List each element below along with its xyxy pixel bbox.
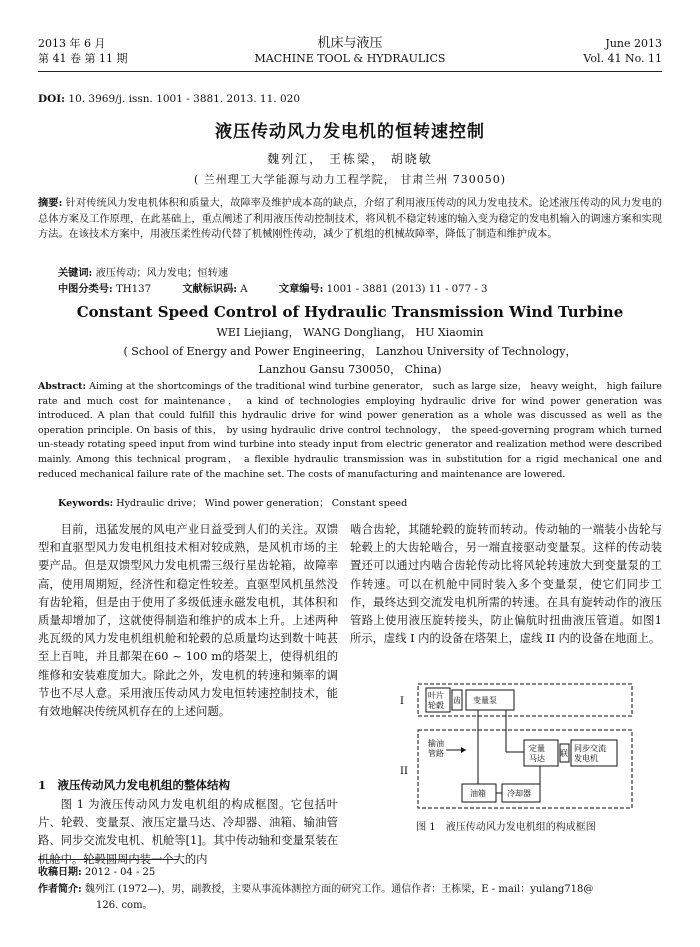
- authors-cn: 魏列江， 王栋梁， 胡晓敏: [267, 152, 433, 166]
- received-date: 2012 - 04 - 25: [81, 867, 156, 878]
- doc-code-value: A: [237, 284, 248, 295]
- received-label: 收稿日期:: [38, 867, 82, 878]
- header-rule: [38, 71, 662, 72]
- keywords-en: [58, 495, 407, 509]
- region-I-label: I: [400, 696, 404, 707]
- generator-label-line1: 同步交流: [574, 744, 606, 753]
- abstract-text-en: Aiming at the shortcomings of the traditional wind turbine generator， such as large size， heavy weight， high failure rate and much cost for maintenance， a kind of technologies employing hydraulic drive for wind power generation was introduced. A plan that could fulfill this hydraulic drive for wind power generation as a whole was discussed as well as the operation principle. On basis of this， by using hydraulic drive control technology， the speed-governing program which turned un-steady rotating speed input from wind turbine into steady input from electric generator and realization method were described mainly. Among this technical program， a flexible hydraulic transmission was in substitution for a rigid mechanical one and reduced mechanical failure rate of the machine set. The costs of manufacturing and maintenance are lowered.: [38, 381, 662, 480]
- motor-label-line2: 马达: [529, 754, 545, 763]
- cooler-label: 冷却器: [507, 789, 531, 798]
- figure-1-diagram: [398, 672, 638, 812]
- blade-label: 叶片: [428, 691, 444, 700]
- abstract-cn: [38, 196, 662, 243]
- doi-line: [38, 93, 300, 105]
- keywords-label-en: Keywords:: [58, 498, 114, 509]
- paper-title-en: Constant Speed Control of Hydraulic Transmission Wind Turbine: [76, 303, 624, 321]
- abstract-text-cn: 针对传统风力发电机体积和质量大，故障率及维护成本高的缺点，介绍了利用液压传动的风力发电技术。论述液压传动的风力发电的总体方案及工作原理，在此基础上，重点阐述了利用液压传动控制技术，将风机不稳定转速的输入变为稳定的发电机输入的调速方案和实现方法。在该技术方案中，用液压柔性传动代替了机械刚性传动，减少了机组的机械故障率，降低了制造和维护成本。: [38, 198, 662, 241]
- footnote-author-cont: 126. com。: [96, 900, 153, 911]
- header-date-en: June 2013: [605, 37, 662, 50]
- affiliation-cn: ( 兰州理工大学能源与动力工程学院， 甘肃兰州 730050): [193, 173, 507, 186]
- clc-value: TH137: [112, 284, 152, 295]
- body-paragraph-2: 图 1 为液压传动风力发电机组的构成框图。它包括叶片、轮毂、变量泵、液压定量马达、冷却器、油箱、输油管路、同步交流发电机、机舱等[1]。其中传动轴和变量泵装在机舱中。轮毂圆周内装一个大的内: [38, 798, 338, 866]
- body-paragraph-3: 啮合齿轮，其随轮毂的旋转而转动。传动轴的一端装小齿轮与轮毂上的大齿轮啮合，另一端直接驱动变量泵。这样的传动装置还可以通过内啮合齿轮传动比将风轮转速放大到变量泵的工作转速。可以在机舱中同时装入多个变量泵，使它们同步工作，最终达到交流发电机所需的转速。在具有旋转动作的液压管路上使用液压旋转接头，防止偏航时扭曲液压管道。如图1所示，虚线 I 内的设备在塔架上，虚线 II 内的设备在地面上。: [350, 523, 662, 646]
- pipe-arrowhead: [461, 747, 466, 753]
- article-no-label: 文章编号:: [278, 283, 324, 295]
- body-paragraph-1: 目前，迅猛发展的风电产业日益受到人们的关注。双馈型和直驱型风力发电机组技术相对较成熟，是风机市场的主要产品。但是双馈型风力发电机需三级行星齿轮箱，故障率高，使用周期短，经济性和稳定性较差。直驱型风机虽然没有齿轮箱，但是由于使用了多级低速永磁发电机，其体积和质量却增加了，这就使得制造和维护的成本上升。上述两种兆瓦级的风力发电机组机舱和轮毂的总质量均达到数十吨甚至上百吨，并且都架在60 ~ 100 m的塔架上，使得机组的维修和安装难度加大。除此之外，发电机的转速和频率的调节也不尽人意。采用液压传动风力发电恒转速控制技术，能有效地解决传统风机存在的上述问题。: [38, 523, 338, 719]
- author-bio-label: 作者简介:: [38, 884, 82, 895]
- authors-en: WEI Liejiang， WANG Dongliang， HU Xiaomin: [216, 326, 484, 339]
- header-volume-cn: 第 41 卷 第 11 期: [38, 52, 128, 65]
- gear-label: 齿: [453, 696, 461, 705]
- classification-line: [58, 280, 516, 295]
- abstract-en: [38, 380, 662, 482]
- footnote-received: [38, 865, 662, 881]
- motor-label-line1: 定量: [529, 744, 545, 753]
- header-date-cn: 2013 年 6 月: [38, 37, 106, 50]
- article-no-value: 1001 - 3881 (2013) 11 - 077 - 3: [323, 284, 488, 295]
- doc-code-label: 文献标识码:: [182, 283, 238, 295]
- doi-value[interactable]: 10. 3969/j. issn. 1001 - 3881. 2013. 11. 020: [68, 93, 301, 105]
- generator-label-line2: 发电机: [574, 754, 598, 763]
- clc-label: 中图分类号:: [58, 283, 113, 295]
- keywords-text-cn: 液压传动；风力发电；恒转速: [92, 268, 229, 279]
- footnote-author: [38, 882, 662, 898]
- header-issue-en: [583, 36, 662, 66]
- pipe-label-line2: 管路: [428, 749, 444, 758]
- abstract-label-en: Abstract:: [38, 381, 86, 392]
- keywords-cn: [58, 264, 228, 279]
- abstract-label-cn: 摘要:: [38, 197, 63, 209]
- tank-label: 油箱: [470, 789, 486, 798]
- figure-1-caption: 图 1 液压传动风力发电机组的构成框图: [416, 822, 596, 833]
- journal-name-cn: 机床与液压: [317, 36, 383, 51]
- keywords-label-cn: 关键词:: [58, 267, 93, 279]
- pipe-label-line1: 输油: [428, 739, 444, 748]
- affiliation-en-line2: Lanzhou Gansu 730050， China): [258, 363, 442, 376]
- affiliation-en-line1: ( School of Energy and Power Engineering， Lanzhou University of Technology，: [123, 345, 577, 358]
- region-II-label: II: [400, 766, 408, 777]
- section-heading-1: 1 液压传动风力发电机组的整体结构: [38, 778, 230, 792]
- author-bio-text: 魏列江 (1972—)，男，副教授，主要从事流体测控方面的研究工作。通信作者：王栋梁，E - mail：yulang718@: [81, 884, 594, 895]
- journal-name-en: MACHINE TOOL & HYDRAULICS: [254, 52, 446, 65]
- header-volume-en: Vol. 41 No. 11: [583, 52, 662, 65]
- hub-label: 轮毂: [428, 701, 444, 710]
- footnote-rule: [38, 859, 178, 860]
- coupling-label: 联: [560, 749, 568, 758]
- keywords-text-en: Hydraulic drive； Wind power generation； Constant speed: [113, 498, 408, 509]
- doi-label: DOI:: [38, 93, 66, 105]
- pump-label: 变量泵: [473, 696, 497, 705]
- paper-title-cn: 液压传动风力发电机的恒转速控制: [215, 122, 485, 142]
